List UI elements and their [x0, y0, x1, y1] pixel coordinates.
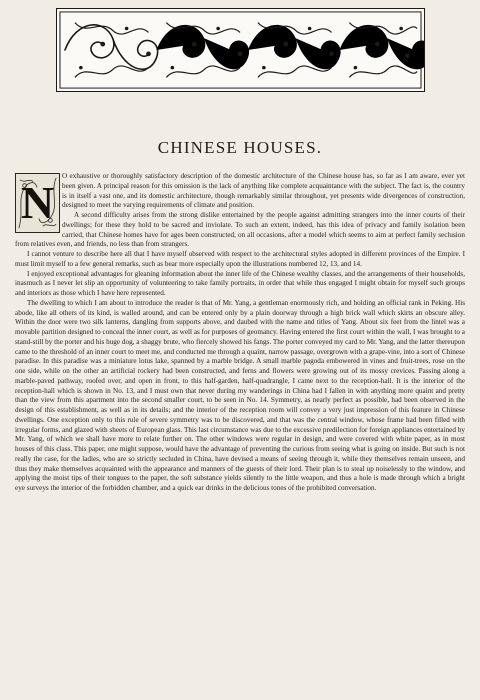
ornamental-header-banner — [56, 8, 425, 92]
page-title: CHINESE HOUSES. — [157, 138, 323, 157]
paragraph-5: The dwelling to which I am about to introduce the reader is that of Mr. Yang, a gentleman enormously rich, and holding an official rank in Peking. His abode, like all others of its kind, is walled around, and can be entered only by a plain doorway through a high brick wall which skirts an obscure alley. Within the door were two silk lanterns, dangling from supports above, and daubed with the name and titles of Yang. About six feet from the lintel was a movable partition designed to conceal the inner court, as well as for purposes of geomancy. Having entered the first court within the wall, I was brought to a stand-still by the porter and his huge dog, a shaggy brute, who fiercely showed his fangs. The porter conveyed my card to Mr. Yang, and the latter thereupon came to the threshold of an inner court to meet me, and conducted me through a quaint, narrow passage, overgrown with a grape-vine, into a sort of Chinese paradise. In this paradise was a miniature lotus lake, spanned by a marble bridge. A small marble pagoda embowered in vines and fruit-trees, rose on the one side, while on the other an artificial rockery had been constructed, and ferns and flowers were growing out of its mossy crevices. Passing along a marble-paved pathway, roofed over, and open in front, to this half-garden, half-quadrangle, I came next to the reception-hall. It is the interior of the reception-hall which is shown in No. 13, and I must own that never during my wanderings in China had I fallen in with anything more quaint and pretty than the view from this apartment into the second smaller court, to be seen in No. 14. Symmetry, as nearly perfect as possible, had been observed in the design of this establishment, as well as in its details; and the interior of the reception room will convey a very just impression of this feature in Chinese dwellings. One exception only to this rule of severe symmetry was to be discovered, and that was the central window, whose frame had been filled with irregular forms, and glazed with sheets of European glass. This last circumstance was due to the excessive predilection for foreign appliances entertained by Mr. Yang, of which we shall have more to relate further on. The other windows were regular in design, and were covered with white paper, as in most houses of this class. This paper, one might suppose, would have the advantage of preventing the curious from seeing what is going on inside. But such is not really the case, for the ladies, who are so strictly secluded in China, have devised a means of seeing through it, while they themselves remain unseen, and thus they make themselves acquainted with the appearance and manners of the guests of their lord. Their plan is to steal up noiselessly to the window, and applying the moist tips of their tongues to the paper, the soft substance yields silently to the little weapon, and thus a hole is made through which a bright eye surveys the interior of the forbidden chamber, and a quick ear drinks in the delicious tones of the prohibited conversation. — [15, 298, 465, 492]
scrollwork-ornament-icon — [57, 9, 424, 91]
paragraph-4: I enjoyed exceptional advantages for gleaning information about the inner life of the Chinese wealthy classes, and the arrangements of their households, inasmuch as I never let slip an opportunity of volunteering to take family portraits, in order that while thus engaged I might obtain for myself such groups and interiors as those which I have here represented. — [15, 269, 465, 297]
article-body — [15, 172, 465, 494]
paragraph-3: I cannot venture to describe here all that I have myself observed with respect to the architectural styles adopted in different provinces of the Empire. I must limit myself to a few general remarks, such as bear more especially upon the illustrations numbered 12, 13, and 14. — [15, 250, 465, 268]
paragraph-2: A second difficulty arises from the strong dislike entertained by the people against admitting strangers into the inner courts of their dwellings; for these they hold to be sacred and inviolate. To such an extent, indeed, has this idea of privacy and family isolation been carried, that Chinese homes have for ages been constructed, on all occasions, after a model which seems to aim at perfect family seclusion from relatives even, and friends, no less than from strangers. — [15, 211, 465, 249]
paragraph-1: O exhaustive or thoroughly satisfactory description of the domestic architecture of the Chinese house has, so far as I am aware, ever yet been given. A principal reason for this omission is the lack of anything like complete acquaintance with the subject. The fact is, the country is in itself a vast one, and its domestic architecture, though remarkably similar throughout, yet presents wide divergences of construction, designed to meet the varying requirements of climate and position. — [62, 172, 465, 210]
drop-cap-letter: N — [20, 177, 55, 228]
